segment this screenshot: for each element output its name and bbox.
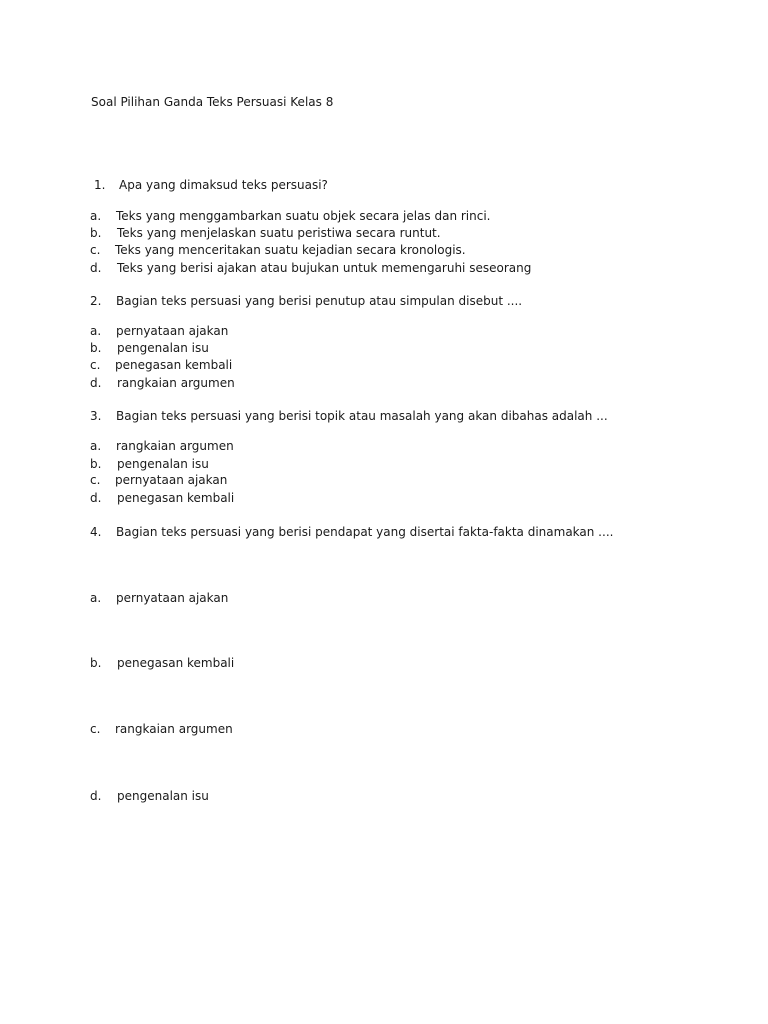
option-letter: c. [90, 473, 101, 487]
option-letter: c. [90, 722, 101, 736]
option-letter: c. [90, 243, 101, 257]
question-number: 2. [90, 294, 102, 308]
option-text: pengenalan isu [117, 341, 209, 355]
option-letter: b. [90, 341, 102, 355]
option-text: rangkaian argumen [115, 722, 233, 736]
question-text: Apa yang dimaksud teks persuasi? [119, 178, 328, 192]
option-text: pernyataan ajakan [116, 324, 229, 338]
option-letter: b. [90, 226, 102, 240]
document-title: Soal Pilihan Ganda Teks Persuasi Kelas 8 [91, 95, 334, 109]
question-text: Bagian teks persuasi yang berisi pendapat yang disertai fakta-fakta dinamakan .... [116, 525, 614, 539]
option-text: rangkaian argumen [116, 439, 234, 453]
option-text: pernyataan ajakan [115, 473, 228, 487]
question-number: 3. [90, 409, 102, 423]
option-text: pengenalan isu [117, 457, 209, 471]
option-letter: d. [90, 261, 102, 275]
option-letter: b. [90, 457, 102, 471]
option-text: Teks yang berisi ajakan atau bujukan untuk memengaruhi seseorang [117, 261, 532, 275]
option-text: penegasan kembali [117, 491, 235, 505]
option-text: Teks yang menjelaskan suatu peristiwa secara runtut. [117, 226, 441, 240]
option-letter: a. [90, 439, 102, 453]
option-text: pernyataan ajakan [116, 591, 229, 605]
option-letter: c. [90, 358, 101, 372]
option-text: Teks yang menggambarkan suatu objek secara jelas dan rinci. [116, 209, 491, 223]
option-letter: a. [90, 209, 102, 223]
question-text: Bagian teks persuasi yang berisi topik atau masalah yang akan dibahas adalah ... [116, 409, 608, 423]
question-number: 1. [94, 178, 106, 192]
option-letter: a. [90, 591, 102, 605]
option-text: penegasan kembali [115, 358, 233, 372]
option-text: pengenalan isu [117, 789, 209, 803]
option-text: penegasan kembali [117, 656, 235, 670]
question-text: Bagian teks persuasi yang berisi penutup atau simpulan disebut .... [116, 294, 523, 308]
question-number: 4. [90, 525, 102, 539]
option-letter: a. [90, 324, 102, 338]
option-letter: b. [90, 656, 102, 670]
option-text: Teks yang menceritakan suatu kejadian secara kronologis. [115, 243, 466, 257]
option-letter: d. [90, 376, 102, 390]
option-text: rangkaian argumen [117, 376, 235, 390]
option-letter: d. [90, 491, 102, 505]
option-letter: d. [90, 789, 102, 803]
